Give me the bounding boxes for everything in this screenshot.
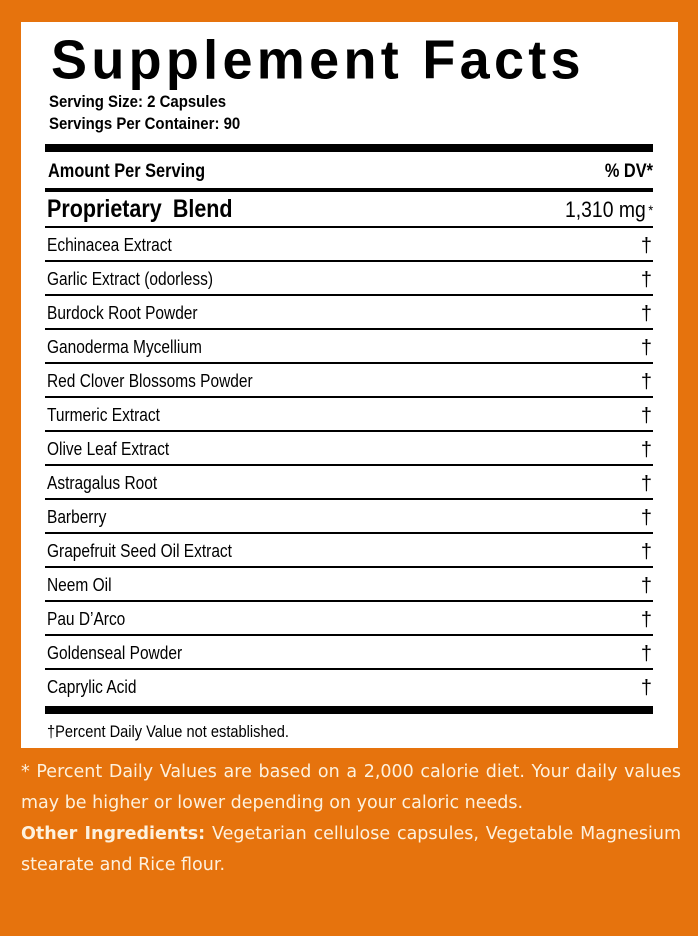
divider-thick-top xyxy=(45,144,653,152)
ingredient-name: Red Clover Blossoms Powder xyxy=(47,371,253,391)
daily-values-note: * Percent Daily Values are based on a 2,000 calorie diet. Your daily values may be higher or lower depending on your caloric needs. xyxy=(21,762,681,813)
dv-header-label: % DV* xyxy=(604,161,653,182)
ingredient-name: Ganoderma Mycellium xyxy=(47,337,202,357)
blend-amount-value: 1,310 mg xyxy=(564,197,646,222)
ingredient-name: Turmeric Extract xyxy=(47,405,160,425)
supplement-facts-panel xyxy=(21,22,678,748)
ingredient-name: Goldenseal Powder xyxy=(47,643,183,663)
other-ingredients-text: Vegetarian cellulose capsules, Vegetable Magnesium stearate and Rice flour. xyxy=(21,824,682,875)
table-row xyxy=(45,670,653,702)
table-row xyxy=(45,602,653,636)
table-row xyxy=(45,296,653,330)
label-notes xyxy=(21,757,681,881)
ingredient-name: Barberry xyxy=(47,507,107,527)
dagger-icon: † xyxy=(640,371,652,393)
table-row xyxy=(45,398,653,432)
ingredient-name: Olive Leaf Extract xyxy=(47,439,170,459)
dagger-icon: † xyxy=(640,405,652,427)
ingredient-list xyxy=(45,228,653,702)
dv-footnote: †Percent Daily Value not established. xyxy=(47,722,289,741)
table-row xyxy=(45,364,653,398)
table-row xyxy=(45,262,653,296)
table-row xyxy=(45,534,653,568)
dagger-icon: † xyxy=(640,609,652,631)
ingredient-name: Grapefruit Seed Oil Extract xyxy=(47,541,232,561)
ingredient-name: Burdock Root Powder xyxy=(47,303,198,323)
table-row xyxy=(45,568,653,602)
table-row xyxy=(45,228,653,262)
dagger-icon: † xyxy=(640,507,652,529)
ingredient-name: Neem Oil xyxy=(47,575,112,595)
dagger-icon: † xyxy=(640,677,652,699)
table-row xyxy=(45,636,653,670)
table-row xyxy=(45,330,653,364)
table-row xyxy=(45,500,653,534)
table-header-row xyxy=(45,153,653,192)
blend-asterisk: * xyxy=(648,202,653,218)
label-title: Supplement Facts xyxy=(51,29,585,91)
dagger-icon: † xyxy=(640,269,652,291)
dagger-icon: † xyxy=(640,337,652,359)
other-ingredients-label: Other Ingredients: xyxy=(21,824,206,844)
divider-thick-bottom xyxy=(45,706,653,714)
dagger-icon: † xyxy=(640,473,652,495)
other-ingredients xyxy=(21,819,681,881)
dagger-icon: † xyxy=(640,235,652,257)
table-row xyxy=(45,432,653,466)
dagger-icon: † xyxy=(640,643,652,665)
serving-size: Serving Size: 2 Capsules xyxy=(49,92,227,111)
proprietary-blend-row xyxy=(45,192,653,228)
amount-per-serving-label: Amount Per Serving xyxy=(48,161,206,182)
ingredient-name: Echinacea Extract xyxy=(47,235,172,255)
dagger-icon: † xyxy=(640,575,652,597)
ingredient-name: Caprylic Acid xyxy=(47,677,137,697)
dagger-icon: † xyxy=(640,541,652,563)
ingredient-name: Pau D’Arco xyxy=(47,609,126,629)
ingredient-name: Astragalus Root xyxy=(47,473,158,493)
table-row xyxy=(45,466,653,500)
blend-name: Proprietary Blend xyxy=(47,195,233,223)
ingredient-name: Garlic Extract (odorless) xyxy=(47,269,214,289)
servings-per-container: Servings Per Container: 90 xyxy=(49,114,241,133)
dagger-icon: † xyxy=(640,303,652,325)
dagger-icon: † xyxy=(640,439,652,461)
blend-amount xyxy=(565,198,653,222)
